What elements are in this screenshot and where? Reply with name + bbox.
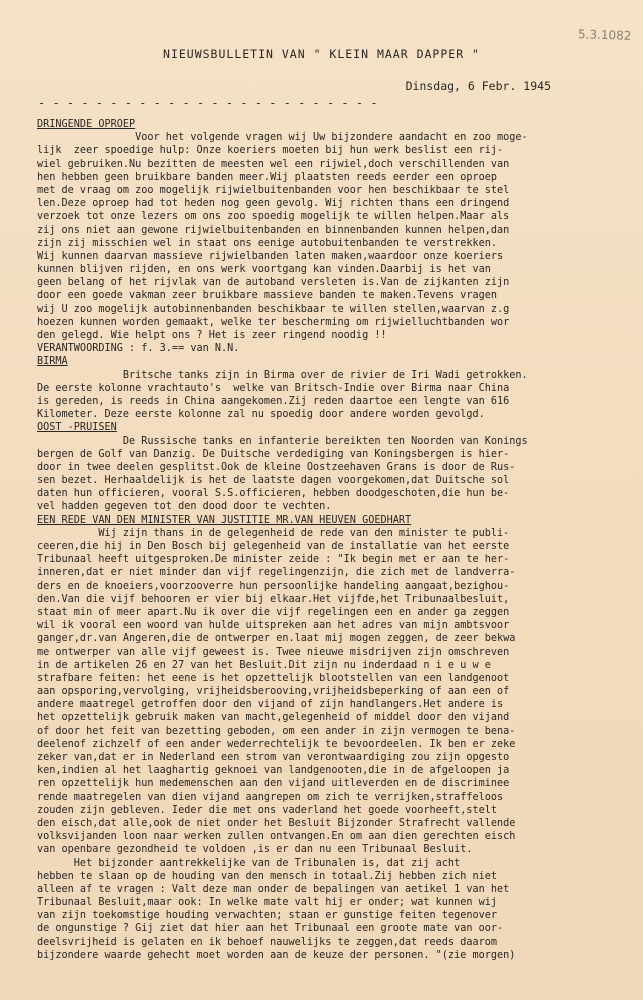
section-heading: EEN REDE VAN DEN MINISTER VAN JUSTITIE MR.VAN HEUVEN GOEDHART [37, 514, 412, 526]
text-line: zeker van,dat er in Nederland een strom van verontwaardiging zou zijn opgesto [37, 752, 510, 763]
text-line: Britsche tanks zijn in Birma over de rivier de Iri Wadi getrokken. [37, 369, 528, 381]
text-line: zijn zij misschien wel in staat ons eenige autobuitenbanden te verstrekken. [37, 237, 498, 249]
text-line: kunnen blijven rijden, en ons werk voortgang kan vinden.Daarbij is het van [37, 264, 491, 276]
text-line: Tribunaal heeft uitgesproken.De minister zeide : "Ik begin met er aan te her- [37, 554, 510, 566]
text-line: wij U zoo mogelijk autobinnenbanden beschikbaar te willen stellen,waarvan z.g [37, 303, 510, 315]
text-line: ganger,dr.van Angeren,die de ontwerper en.laat mij mogen zeggen, de zeer bekwa [37, 633, 516, 645]
text-line: Voor het volgende vragen wij Uw bijzondere aandacht en zoo moge- [37, 132, 528, 144]
text-line: ken,indien al het laaghartig geknoei van landgenooten,die in de afgeloopen ja [37, 765, 510, 777]
text-line: Tribunaal Besluit,maar ook: In welke mate valt hij er onder; wat kunnen wij [37, 897, 498, 909]
text-line: de ongunstige ? Gij ziet dat hier aan het Tribunaal een groote mate van oor- [37, 923, 504, 935]
text-line: me ontwerper van alle vijf geweest is. Twee nieuwe misdrijven zijn omschreven [37, 646, 510, 658]
text-line: ceeren,die hij in Den Bosch bij gelegenheid van de installatie van het eerste [37, 541, 510, 552]
section-heading: BIRMA [37, 356, 68, 368]
text-line: wiel gebruiken.Nu bezitten de meesten wel een rijwiel,doch verschillenden van [37, 158, 510, 170]
text-line: hoezen kunnen worden gemaakt, welke ter bescherming om rijwielluchtbanden wor [37, 316, 510, 328]
text-line: het opzettelijk gebruik maken van macht,gelegenheid of middel door den vijand [37, 712, 510, 724]
text-line: hebben te slaan op de houding van den mensch in totaal.Zij hebben zich niet [37, 870, 498, 882]
section-heading: DRINGENDE OPROEP [37, 119, 136, 130]
text-line: of door het feit van bezetting geboden, om een ander in zijn vermogen te bena- [37, 725, 516, 737]
text-line: verzoek tot onze lezers om ons zoo spoedig mogelijk te willen helpen.Maar als [37, 211, 510, 223]
archive-mark: 5.3.1082 [577, 27, 632, 43]
bulletin-body [37, 118, 639, 962]
dateline: Dinsdag, 6 Febr. 1945 [405, 79, 551, 93]
separator-line: - - - - - - - - - - - - - - - - - - - - - - - - [38, 96, 378, 110]
text-line: De Russische tanks en infanterie bereikten ten Noorden van Konings [37, 435, 528, 447]
text-line: is gereden, is reeds in China aangekomen.Zij reden daartoe een lengte van 616 [37, 395, 510, 407]
text-line: hen hebben geen bruikbare banden meer.Wij plaatsten reeds eerder een oproep [37, 171, 498, 183]
text-line: Het bijzonder aantrekkelijke van de Tribunalen is, dat zij acht [37, 857, 461, 869]
text-line: van zijn toekomstige houding verwachten; staan er gunstige feiten tegenover [37, 910, 498, 922]
text-line: in de artikelen 26 en 27 van het Besluit.Dit zijn nu inderdaad n i e u w e [37, 659, 491, 671]
text-line: lijk zeer spoedige hulp: Onze koeriers moeten bij hun werk beslist een rij- [37, 145, 504, 157]
text-line: Wij kunnen daarvan massieve rijwielbanden laten maken,waardoor onze koeriers [37, 250, 504, 262]
text-line: inneren,dat er niet minder dan vijf regelingenzijn, die zich met de landverra- [37, 567, 516, 579]
text-line: deelenof zichzelf of een ander wederrechtelijk te bevoordeelen. Ik ben er zeke [37, 738, 516, 750]
text-line: len.Deze oproep had tot heden nog geen gevolg. Wij richten thans een dringend [37, 198, 510, 210]
text-line: den eisch,dat alle,ook de niet onder het Besluit Bijzonder Strafrecht vallende [37, 817, 516, 829]
text-line: geen belang of het rijvlak van de autoband versleten is.Van de zijkanten zijn [37, 277, 510, 289]
newsletter-title: NIEUWSBULLETIN VAN " KLEIN MAAR DAPPER " [163, 47, 480, 61]
text-line: vel hadden gegeven tot den dood door te vechten. [37, 501, 332, 513]
text-line: ren opzettelijk hun medemenschen aan den vijand uitleverden en de discriminee [37, 778, 510, 790]
text-line: strafbare feiten: het eene is het opzettelijk blootstellen van een landgenoot [37, 672, 510, 684]
text-line: Kilometer. Deze eerste kolonne zal nu spoedig door andere worden gevolgd. [37, 409, 485, 421]
section-heading: OOST -PRUISEN [37, 422, 117, 434]
text-line: rende maatregelen van dien vijand aangrepen om zich te verrijken,straffeloos [37, 791, 504, 803]
text-line: bergen de Golf van Danzig. De Duitsche verdediging van Koningsbergen is hier- [37, 448, 510, 460]
text-line: alleen af te vragen : Valt deze man onder de bepalingen van aetikel 1 van het [37, 883, 510, 895]
text-line: door in twee deelen gesplitst.Ook de kleine Oostzeehaven Grans is door de Rus- [37, 461, 516, 473]
text-line: van openbare gezondheid te voldoen ,is er dan nu een Tribunaal Besluit. [37, 844, 473, 856]
text-line: volksvijanden loon naar werken zullen ontvangen.En om aan dien gerechten eisch [37, 831, 516, 843]
text-line: ders en de knoeiers,voorzooverre hun persoonlijke handeling aangaat,bezighou- [37, 580, 510, 592]
text-line: sen bezet. Herhaaldelijk is het de laatste dagen voorgekomen,dat Duitsche sol [37, 475, 510, 487]
text-line: deelsvrijheid is gelaten en ik behoef nauwelijks te zeggen,dat reeds daarom [37, 936, 498, 948]
text-line: met de vraag om zoo mogelijk rijwielbuitenbanden voor hen beschikbaar te stel [37, 184, 510, 196]
text-line: andere maatregel getroffen door den vijand of zijn handlangers.Het andere is [37, 699, 504, 711]
text-line: De eerste kolonne vrachtauto's welke van Britsch-Indie over Birma naar China [37, 382, 510, 394]
text-line: wil ik vooral een woord van hulde uitspreken aan het adres van mijn ambtsvoor [37, 620, 510, 632]
text-line: bijzondere waarde gehecht moet worden aan de keuze der personen. "(zie morgen) [37, 949, 516, 961]
text-line: VERANTWOORDING : f. 3.== van N.N. [37, 343, 240, 355]
text-line: aan opsporing,vervolging, vrijheidsberooving,vrijheidsbeperking of aan een of [37, 686, 510, 698]
text-line: zij ons niet aan gewone rijwielbuitenbanden en binnenbanden kunnen helpen,dan [37, 224, 510, 236]
text-line: den gelegd. Wie helpt ons ? Het is zeer ringend noodig !! [37, 330, 387, 341]
text-line: staat min of meer apart.Nu ik over die vijf regelingen een en ander ga zeggen [37, 606, 510, 618]
text-line: den.Van die vijf behooren er vier bij elkaar.Het vijfde,het Tribunaalbesluit, [37, 593, 510, 605]
text-line: zouden zijn gebleven. Ieder die met ons vaderland het goede voorheeft,stelt [37, 804, 498, 816]
text-line: daten hun officieren, vooral S.S.officieren, hebben doodgeschoten,die hun be- [37, 488, 510, 500]
text-line: Wij zijn thans in de gelegenheid de rede van den minister te publi- [37, 527, 510, 539]
text-line: door een goede vakman zeer bruikbare massieve banden te maken.Tevens vragen [37, 290, 498, 302]
